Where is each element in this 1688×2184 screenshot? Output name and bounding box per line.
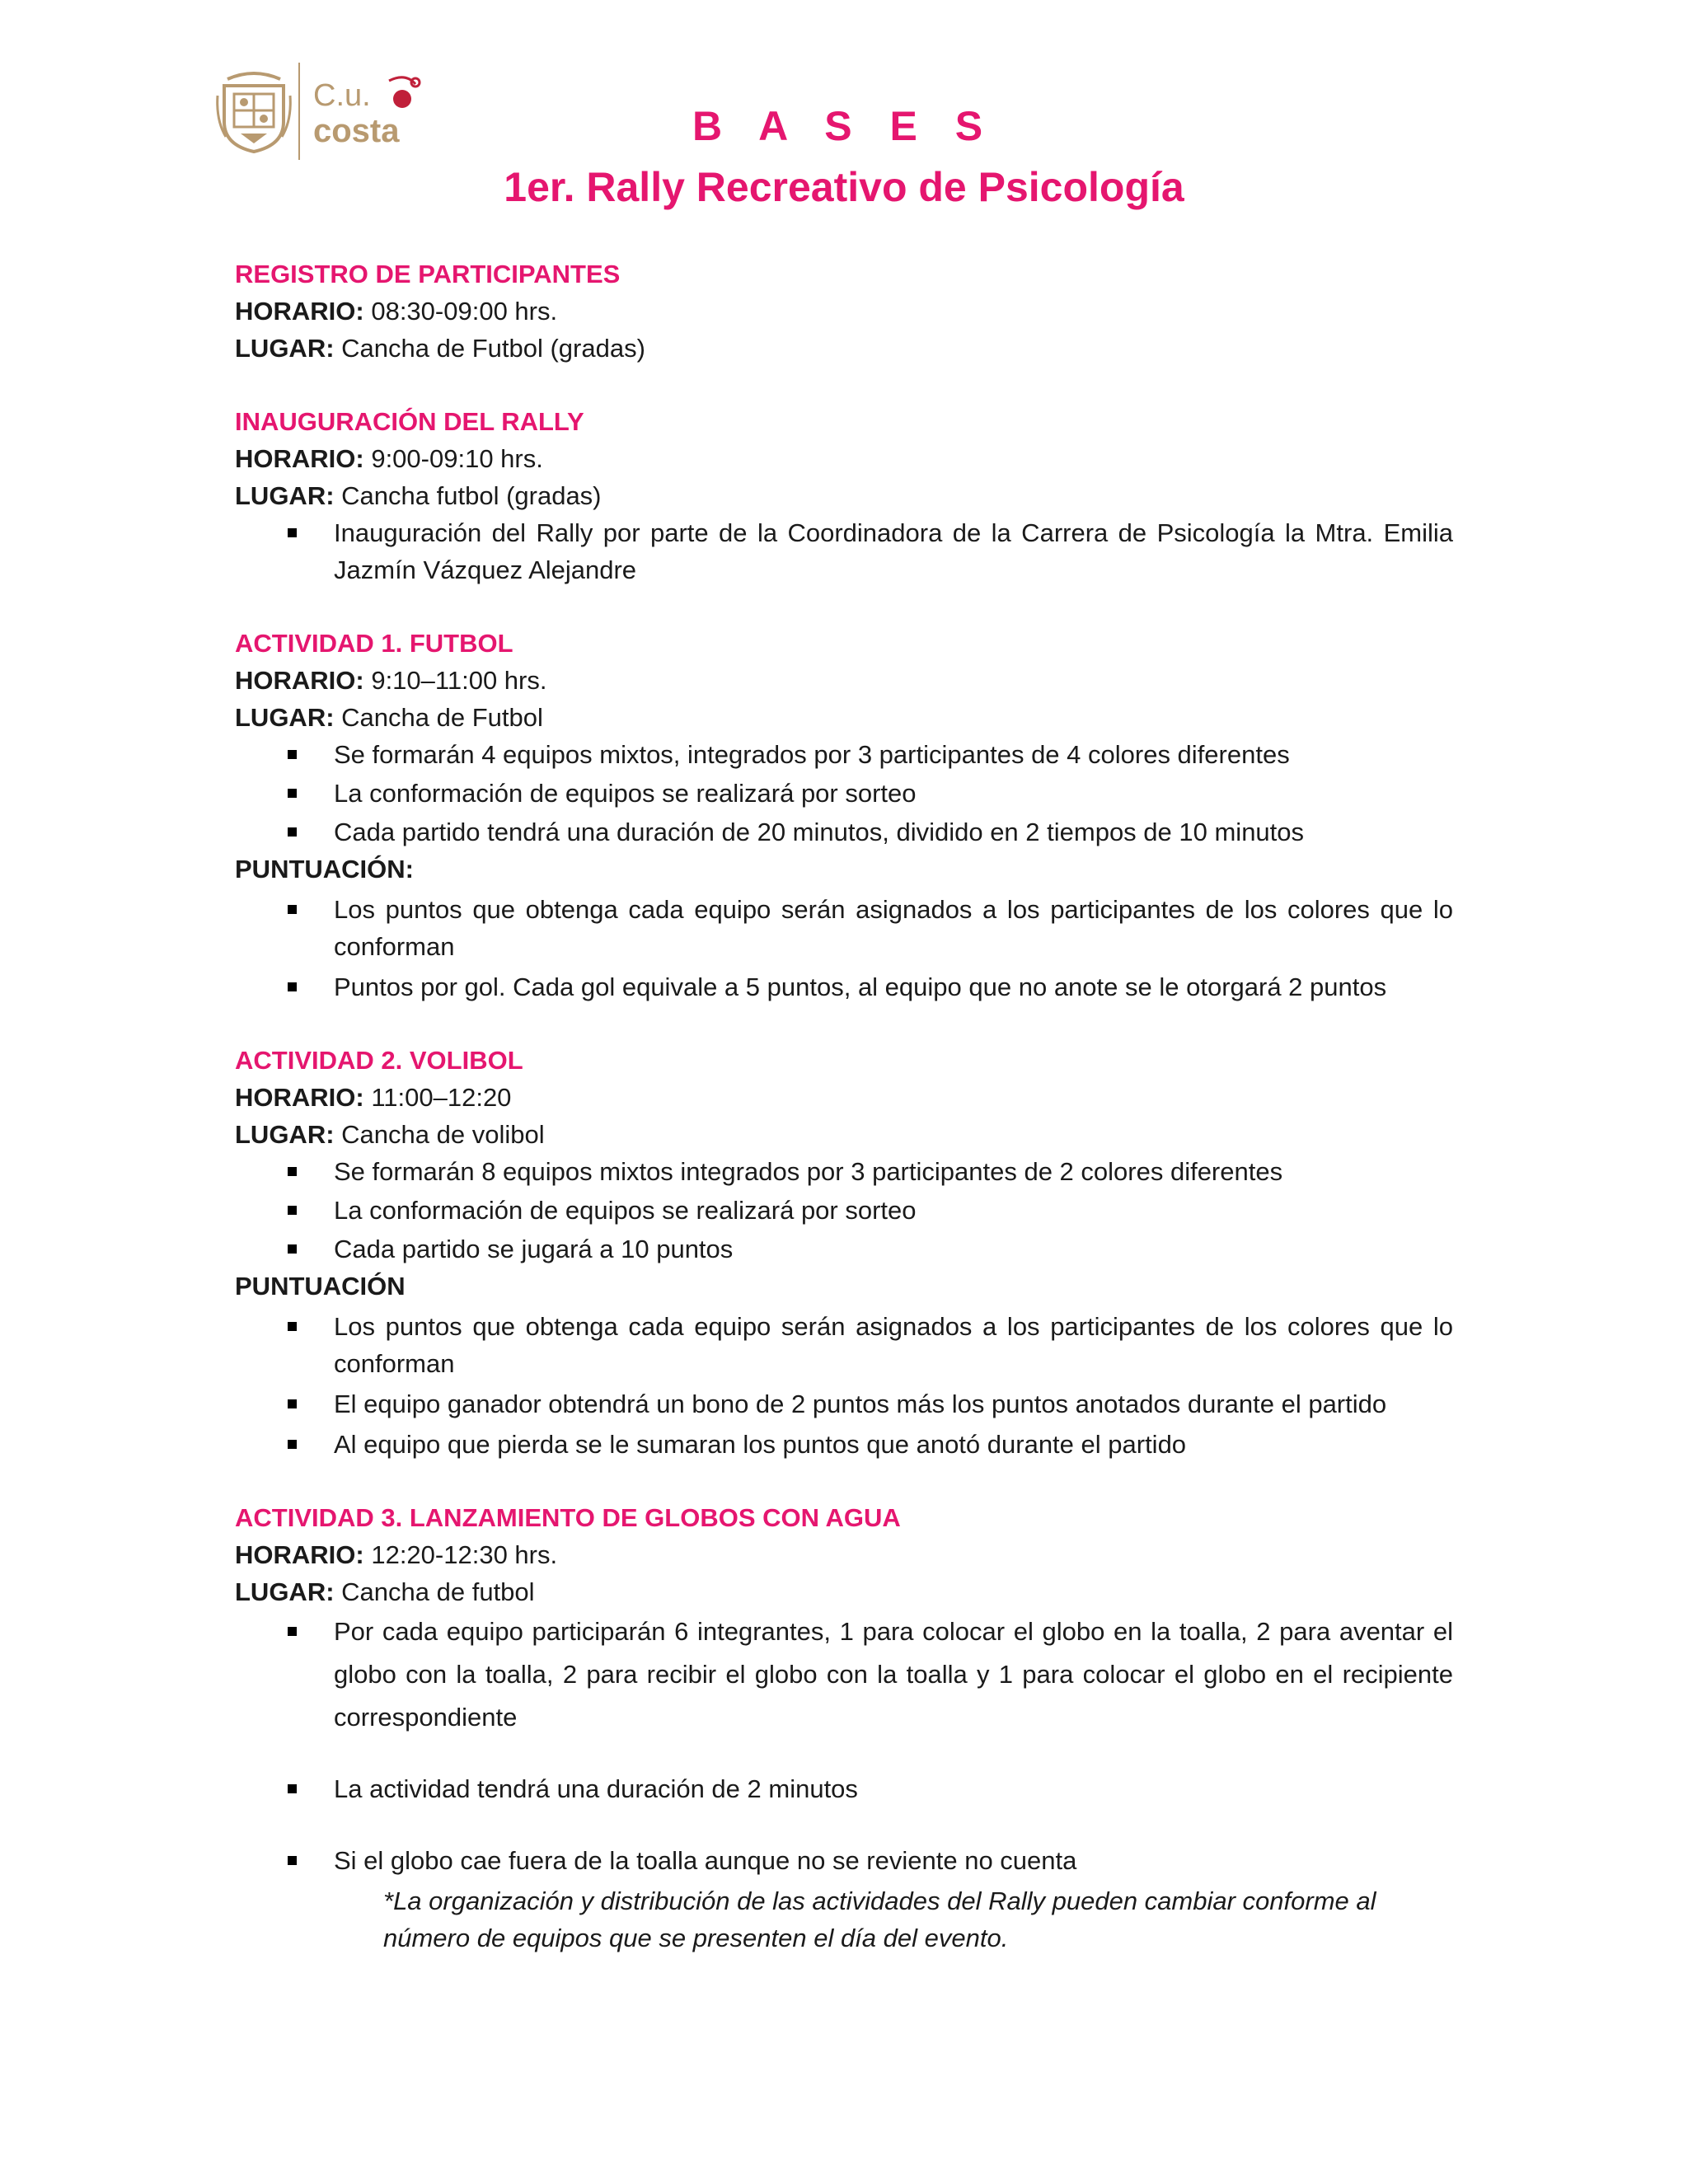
list-item: Al equipo que pierda se le sumaran los puntos que anotó durante el partido [235, 1426, 1453, 1463]
section-registro [235, 255, 1453, 367]
page-title: B A S E S [692, 103, 996, 149]
lugar-value: Cancha de Futbol [334, 703, 543, 732]
horario-label: HORARIO: [235, 1540, 364, 1569]
horario-value: 9:00-09:10 hrs. [363, 444, 543, 473]
section-inauguracion [235, 403, 1453, 588]
horario-line [235, 662, 1453, 699]
lugar-line [235, 477, 1453, 514]
horario-line [235, 1079, 1453, 1116]
lugar-label: LUGAR: [235, 481, 335, 510]
section-actividad-globos [235, 1499, 1453, 1957]
bullet-list [235, 1153, 1453, 1268]
puntuacion-list [235, 1308, 1453, 1463]
list-item: Los puntos que obtenga cada equipo serán asignados a los participantes de los colores que lo conforman [235, 891, 1453, 965]
list-item: Los puntos que obtenga cada equipo serán asignados a los participantes de los colores que lo conforman [235, 1308, 1453, 1382]
lugar-value: Cancha futbol (gradas) [334, 481, 602, 510]
bullet-list [235, 1610, 1453, 1882]
horario-value: 11:00–12:20 [363, 1083, 512, 1112]
section-title: ACTIVIDAD 2. VOLIBOL [235, 1046, 523, 1075]
bullet-list [235, 736, 1453, 851]
section-actividad-futbol [235, 625, 1453, 1005]
horario-label: HORARIO: [235, 444, 364, 473]
lugar-value: Cancha de Futbol (gradas) [334, 334, 645, 363]
lugar-line [235, 1116, 1453, 1153]
disclaimer-note: *La organización y distribución de las actividades del Rally pueden cambiar conforme al número de equipos que se presenten el día del evento. [383, 1886, 1376, 1952]
document-body [235, 255, 1453, 1993]
section-actividad-volibol [235, 1042, 1453, 1463]
section-title: INAUGURACIÓN DEL RALLY [235, 407, 584, 436]
puntuacion-list [235, 891, 1453, 1005]
lugar-label: LUGAR: [235, 703, 335, 732]
horario-label: HORARIO: [235, 297, 364, 326]
svg-text:costa: costa [313, 113, 400, 149]
section-title: REGISTRO DE PARTICIPANTES [235, 260, 621, 288]
section-title: ACTIVIDAD 3. LANZAMIENTO DE GLOBOS CON AGUA [235, 1503, 901, 1532]
lugar-label: LUGAR: [235, 334, 335, 363]
list-item: La conformación de equipos se realizará por sorteo [235, 1192, 1453, 1229]
lugar-line [235, 699, 1453, 736]
horario-value: 08:30-09:00 hrs. [363, 297, 558, 326]
lugar-label: LUGAR: [235, 1577, 335, 1606]
list-item: La actividad tendrá una duración de 2 minutos [235, 1768, 1453, 1811]
list-item: La conformación de equipos se realizará por sorteo [235, 775, 1453, 812]
svg-text:C.u.: C.u. [313, 78, 371, 113]
horario-value: 9:10–11:00 hrs. [363, 666, 547, 695]
section-title: ACTIVIDAD 1. FUTBOL [235, 629, 513, 658]
horario-value: 12:20-12:30 hrs. [363, 1540, 558, 1569]
horario-line [235, 440, 1453, 477]
lugar-label: LUGAR: [235, 1120, 335, 1149]
horario-line [235, 1536, 1453, 1573]
list-item: Si el globo cae fuera de la toalla aunque no se reviente no cuenta [235, 1840, 1453, 1882]
list-item: El equipo ganador obtendrá un bono de 2 puntos más los puntos anotados durante el partido [235, 1385, 1453, 1422]
lugar-line [235, 1573, 1453, 1610]
list-item: Por cada equipo participarán 6 integrantes, 1 para colocar el globo en la toalla, 2 para aventar el globo con la toalla, 2 para recibir el globo con la toalla y 1 para colocar el globo en el recipiente correspondiente [235, 1610, 1453, 1739]
horario-label: HORARIO: [235, 666, 364, 695]
page-subtitle: 1er. Rally Recreativo de Psicología [504, 164, 1184, 210]
horario-line [235, 293, 1453, 330]
list-item: Puntos por gol. Cada gol equivale a 5 puntos, al equipo que no anote se le otorgará 2 puntos [235, 968, 1453, 1005]
lugar-line [235, 330, 1453, 367]
list-item: Se formarán 8 equipos mixtos integrados por 3 participantes de 2 colores diferentes [235, 1153, 1453, 1190]
bullet-list [235, 514, 1453, 588]
horario-label: HORARIO: [235, 1083, 364, 1112]
lugar-value: Cancha de volibol [334, 1120, 545, 1149]
puntuacion-heading: PUNTUACIÓN [235, 1272, 406, 1301]
list-item: Cada partido se jugará a 10 puntos [235, 1230, 1453, 1268]
lugar-value: Cancha de futbol [334, 1577, 535, 1606]
list-item: Se formarán 4 equipos mixtos, integrados por 3 participantes de 4 colores diferentes [235, 736, 1453, 773]
list-item: Cada partido tendrá una duración de 20 minutos, dividido en 2 tiempos de 10 minutos [235, 813, 1453, 851]
list-item: Inauguración del Rally por parte de la Coordinadora de la Carrera de Psicología la Mtra. Emilia Jazmín Vázquez Alejandre [235, 514, 1453, 588]
puntuacion-heading: PUNTUACIÓN: [235, 855, 414, 883]
